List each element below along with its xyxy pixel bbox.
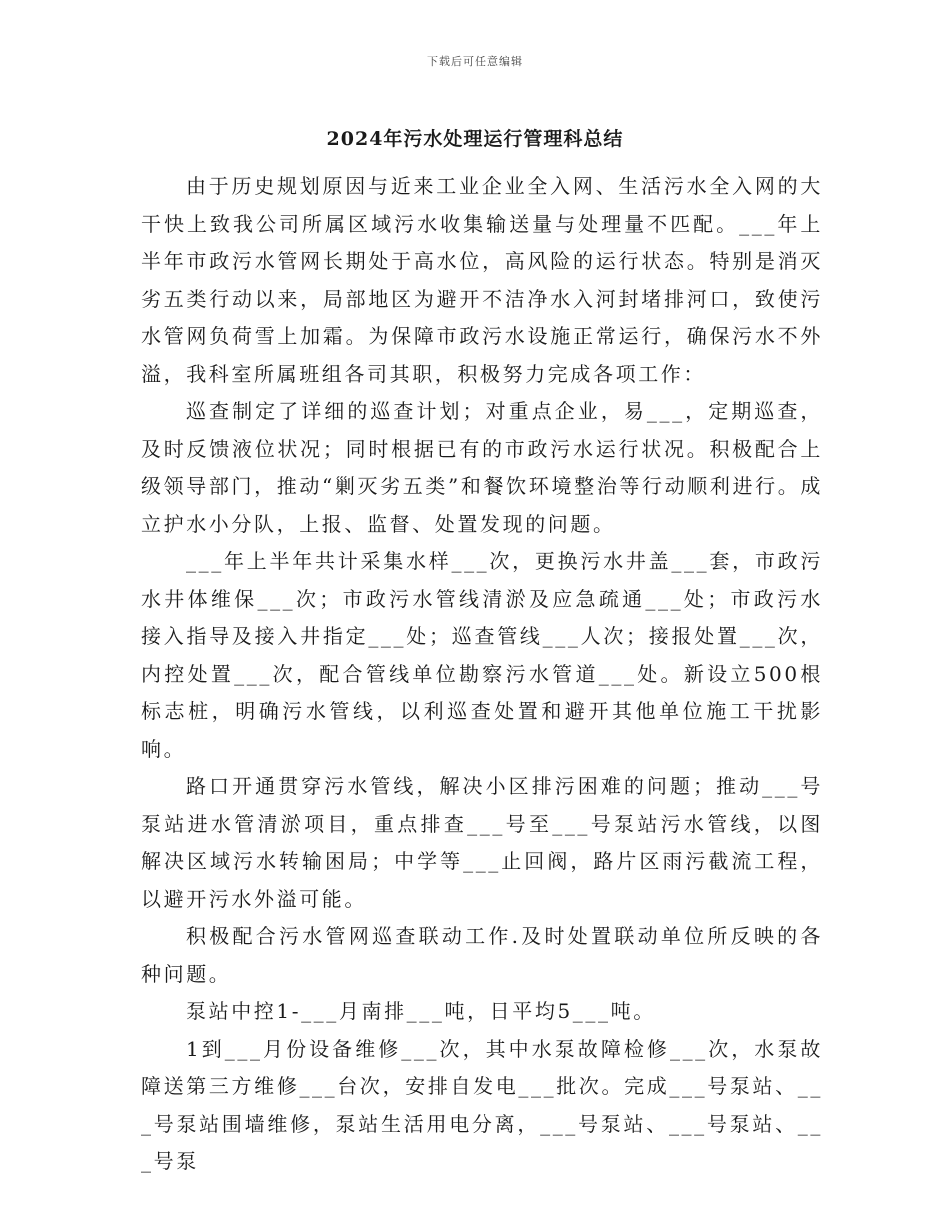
document-body <box>141 168 823 1181</box>
paragraph: 由于历史规划原因与近来工业企业全入网、生活污水全入网的大干快上致我公司所属区域污水收集输送量与处理量不匹配。___年上半年市政污水管网长期处于高水位，高风险的运行状态。特别是消灭劣五类行动以来，局部地区为避开不洁净水入河封堵排河口，致使污水管网负荷雪上加霜。为保障市政污水设施正常运行，确保污水不外溢，我科室所属班组各司其职，积极努力完成各项工作： <box>141 174 823 386</box>
header-note: 下载后可任意编辑 <box>427 55 523 68</box>
paragraph: 积极配合污水管网巡查联动工作.及时处置联动单位所反映的各种问题。 <box>141 924 823 986</box>
paragraph: 巡查制定了详细的巡查计划；对重点企业，易___，定期巡查，及时反馈液位状况；同时根据已有的市政污水运行状况。积极配合上级领导部门，推动“剿灭劣五类”和餐饮环境整治等行动顺利进行。成立护水小分队，上报、监督、处置发现的问题。 <box>141 399 823 536</box>
document-title: 2024年污水处理运行管理科总结 <box>326 128 624 150</box>
paragraph: 路口开通贯穿污水管线，解决小区排污困难的问题；推动___号泵站进水管清淤项目，重点排查___号至___号泵站污水管线，以图解决区域污水转输困局；中学等___止回阀，路片区雨污截流工程，以避开污水外溢可能。 <box>141 774 823 911</box>
paragraph: ___年上半年共计采集水样___次，更换污水井盖___套，市政污水井体维保___次；市政污水管线清淤及应急疏通___处；市政污水接入指导及接入井指定___处；巡查管线___人次；接报处置___次，内控处置___次，配合管线单位勘察污水管道___处。新设立500根标志桩，明确污水管线，以利巡查处置和避开其他单位施工干扰影响。 <box>141 549 823 761</box>
paragraph: 1到___月份设备维修___次，其中水泵故障检修___次，水泵故障送第三方维修___台次，安排自发电___批次。完成___号泵站、___号泵站围墙维修，泵站生活用电分离，___号泵站、___号泵站、___号泵 <box>141 1036 823 1173</box>
paragraph: 泵站中控1-___月南排___吨，日平均5___吨。 <box>186 999 656 1023</box>
